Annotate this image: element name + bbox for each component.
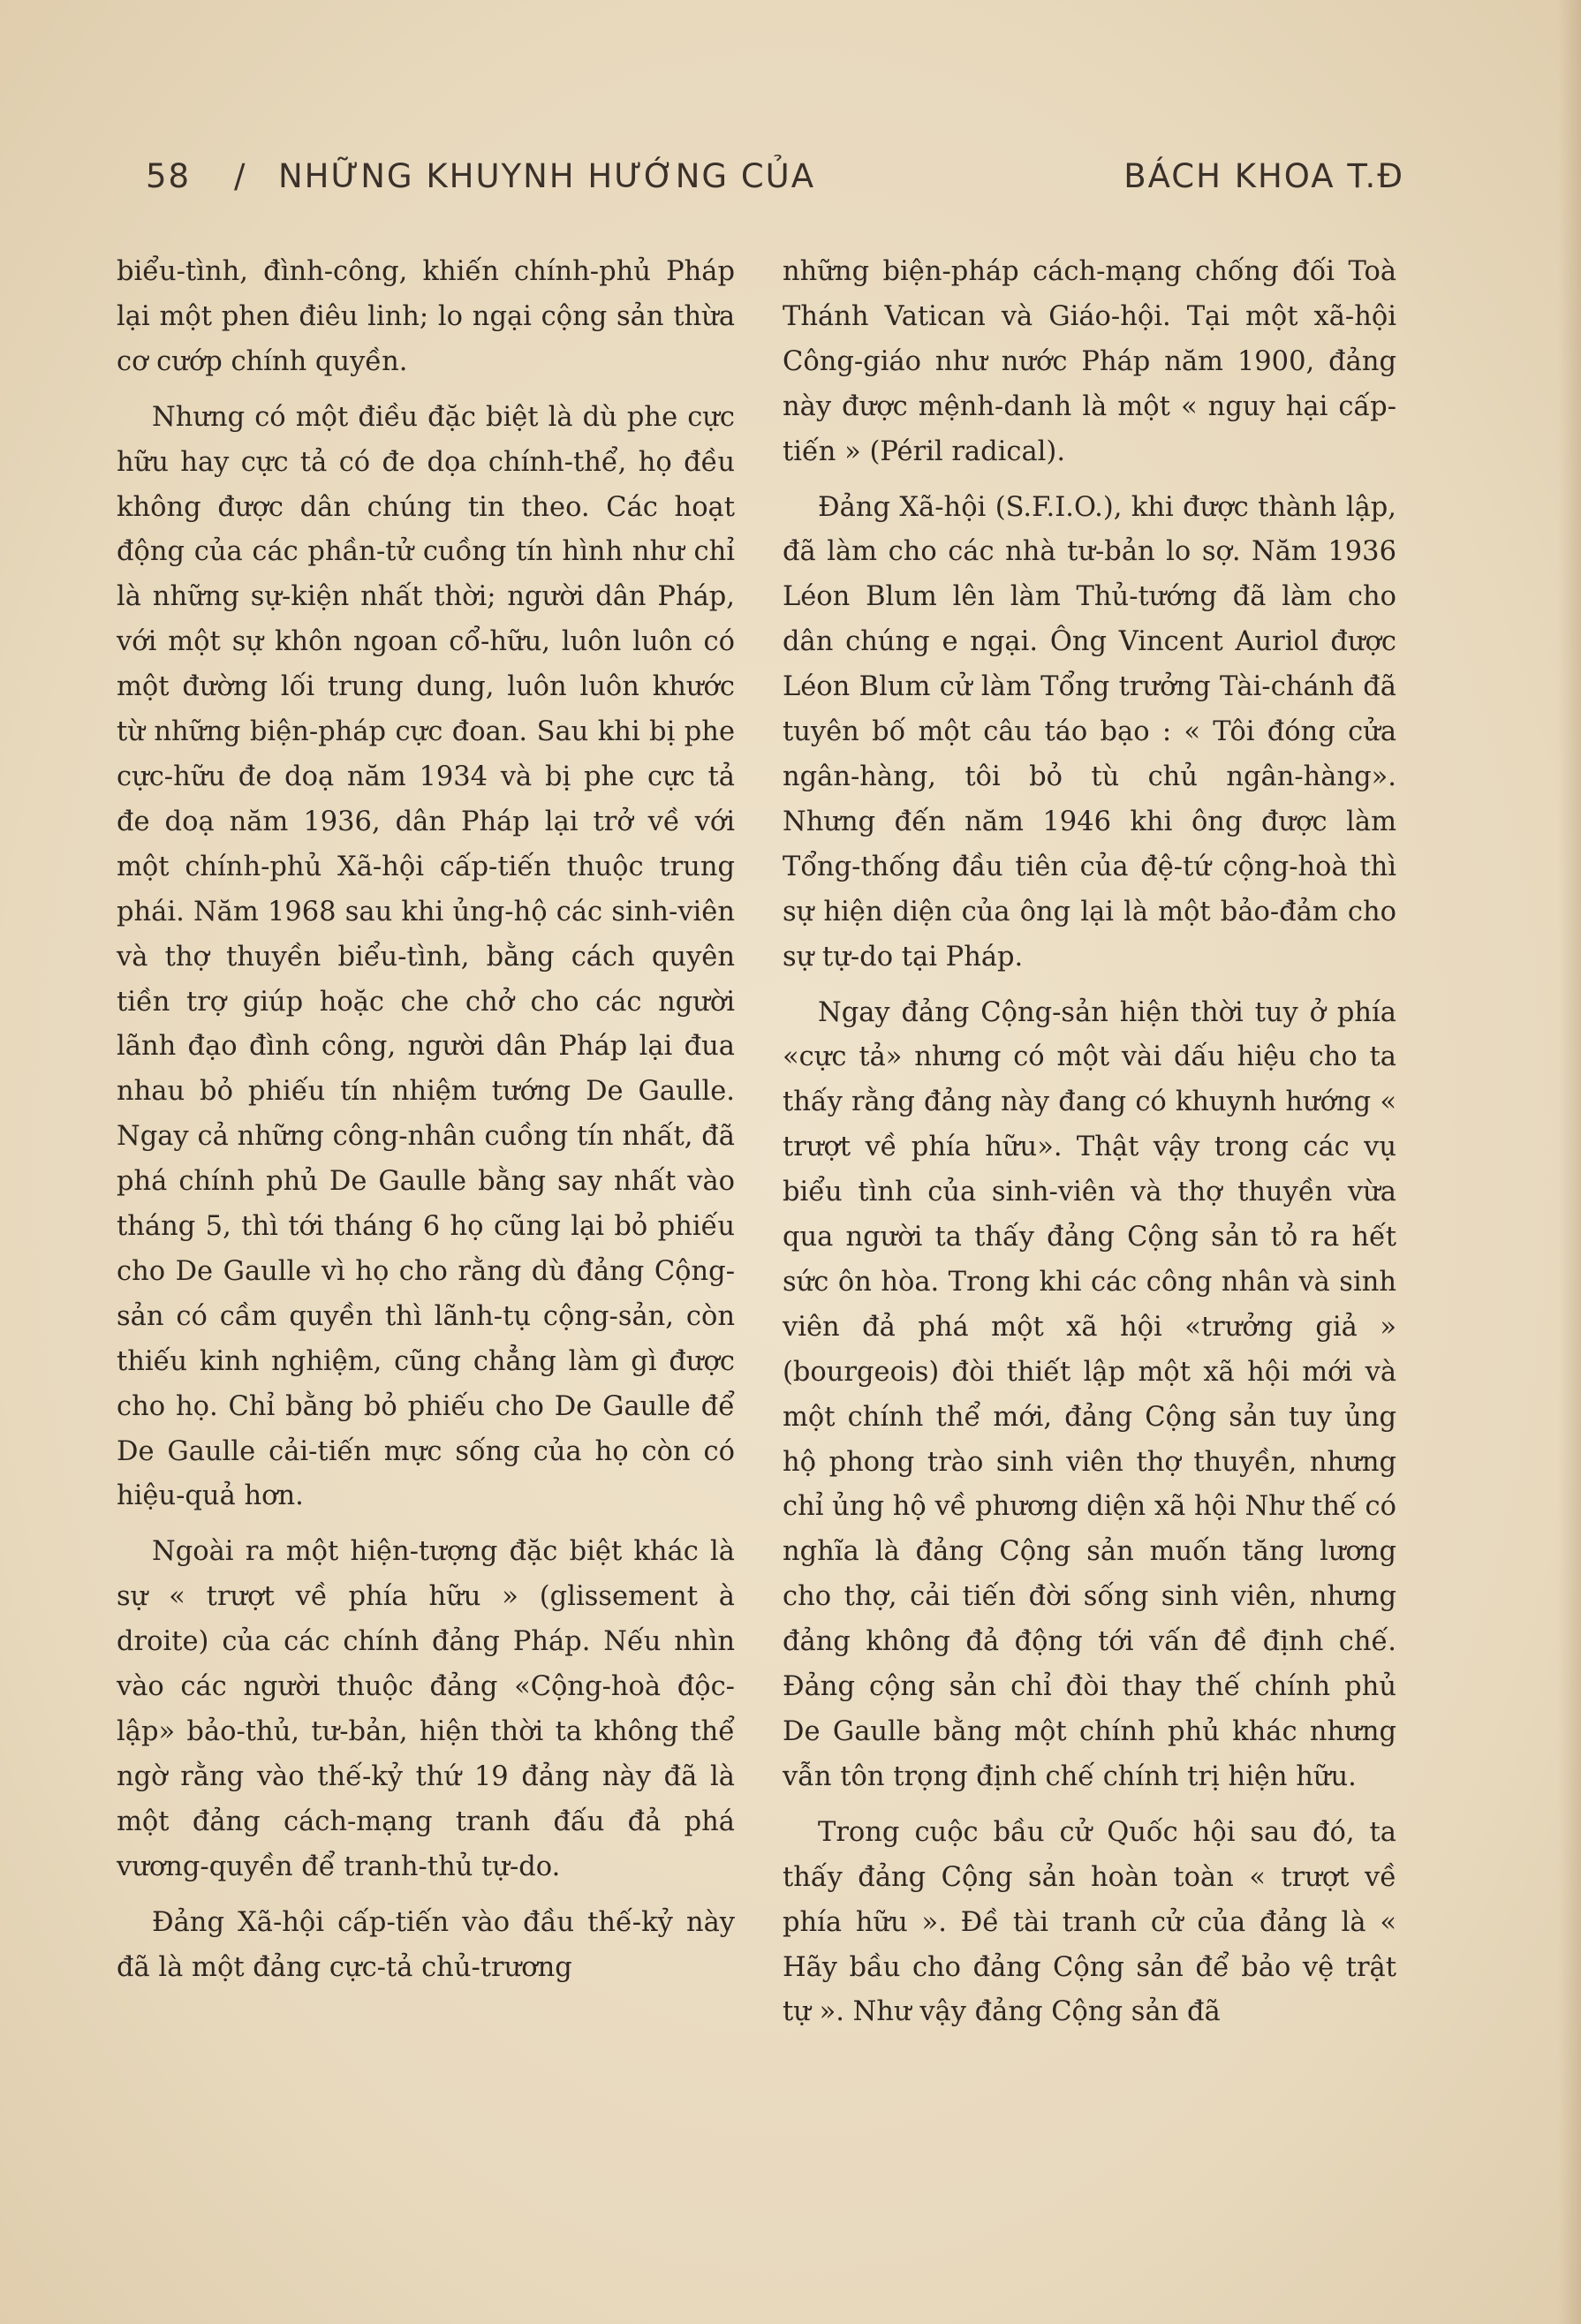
paragraph: Ngoài ra một hiện-tượng đặc biệt khác là sự « trượt về phía hữu » (glissement à droite) của các chính đảng Pháp. Nếu nhìn vào các người thuộc đảng «Cộng-hoà độc-lập» bảo-thủ, tư-bản, hiện thời ta không thể ngờ rằng vào thế-kỷ thứ 19 đảng này đã là một đảng cách-mạng tranh đấu đả phá vương-quyền để tranh-thủ tự-do. <box>117 1536 735 1882</box>
magazine-name: BÁCH KHOA T.Đ <box>1123 157 1404 195</box>
page-number: 58 <box>146 157 192 195</box>
paragraph: Đảng Xã-hội (S.F.I.O.), khi được thành lập, đã làm cho các nhà tư-bản lo sợ. Năm 1936 Léon Blum lên làm Thủ-tướng đã làm cho dân chúng e ngại. Ông Vincent Auriol được Léon Blum cử làm Tổng trưởng Tài-chánh đã tuyên bố một câu táo bạo : « Tôi đóng cửa ngân-hàng, tôi bỏ tù chủ ngân-hàng». Nhưng đến năm 1946 khi ông được làm Tổng-thống đầu tiên của đệ-tứ cộng-hoà thì sự hiện diện của ông lại là một bảo-đảm cho sự tự-do tại Pháp. <box>783 491 1396 973</box>
article-title: NHỮNG KHUYNH HƯỚNG CỦA <box>278 157 816 195</box>
paragraph: Ngay đảng Cộng-sản hiện thời tuy ở phía «cực tả» nhưng có một vài dấu hiệu cho ta thấy rằng đảng này đang có khuynh hướng « trượt về phía hữu». Thật vậy trong các vụ biểu tình của sinh-viên và thợ thuyền vừa qua người ta thấy đảng Cộng sản tỏ ra hết sức ôn hòa. Trong khi các công nhân và sinh viên đả phá một xã hội «trưởng giả » (bourgeois) đòi thiết lập một xã hội mới và một chính thể mới, đảng Cộng sản tuy ủng hộ phong trào sinh viên thợ thuyền, nhưng chỉ ủng hộ về phương diện xã hội Như thế có nghĩa là đảng Cộng sản muốn tăng lương cho thợ, cải tiến đời sống sinh viên, nhưng đảng không đả động tới vấn đề định chế. Đảng cộng sản chỉ đòi thay thế chính phủ De Gaulle bằng một chính phủ khác nhưng vẫn tôn trọng định chế chính trị hiện hữu. <box>783 996 1396 1792</box>
paragraph: biểu-tình, đình-công, khiến chính-phủ Pháp lại một phen điêu linh; lo ngại cộng sản thừa cơ cướp chính quyền. <box>117 256 735 377</box>
header-separator: / <box>234 157 247 195</box>
paragraph: những biện-pháp cách-mạng chống đối Toà Thánh Vatican và Giáo-hội. Tại một xã-hội Công-giáo như nước Pháp năm 1900, đảng này được mệnh-danh là một « nguy hại cấp-tiến » (Péril radical). <box>783 256 1396 467</box>
right-column <box>783 250 1396 2035</box>
paragraph: Đảng Xã-hội cấp-tiến vào đầu thế-kỷ này đã là một đảng cực-tả chủ-trương <box>117 1906 735 1983</box>
paragraph: Nhưng có một điều đặc biệt là dù phe cực hữu hay cực tả có đe dọa chính-thể, họ đều không được dân chúng tin theo. Các hoạt động của các phần-tử cuồng tín hình như chỉ là những sự-kiện nhất thời; người dân Pháp, với một sự khôn ngoan cổ-hữu, luôn luôn có một đường lối trung dung, luôn luôn khước từ những biện-pháp cực đoan. Sau khi bị phe cực-hữu đe doạ năm 1934 và bị phe cực tả đe doạ năm 1936, dân Pháp lại trở về với một chính-phủ Xã-hội cấp-tiến thuộc trung phái. Năm 1968 sau khi ủng-hộ các sinh-viên và thợ thuyền biểu-tình, bằng cách quyên tiền trợ giúp hoặc che chở cho các người lãnh đạo đình công, người dân Pháp lại đua nhau bỏ phiếu tín nhiệm tướng De Gaulle. Ngay cả những công-nhân cuồng tín nhất, đã phá chính phủ De Gaulle bằng say nhất vào tháng 5, thì tới tháng 6 họ cũng lại bỏ phiếu cho De Gaulle vì họ cho rằng dù đảng Cộng-sản có cầm quyền thì lãnh-tụ cộng-sản, còn thiếu kinh nghiệm, cũng chẳng làm gì được cho họ. Chỉ bằng bỏ phiếu cho De Gaulle để De Gaulle cải-tiến mực sống của họ còn có hiệu-quả hơn. <box>117 401 735 1512</box>
left-column <box>117 250 735 1990</box>
running-header <box>146 157 1404 207</box>
paragraph: Trong cuộc bầu cử Quốc hội sau đó, ta thấy đảng Cộng sản hoàn toàn « trượt về phía hữu ». Đề tài tranh cử của đảng là « Hãy bầu cho đảng Cộng sản để bảo vệ trật tự ». Như vậy đảng Cộng sản đã <box>783 1816 1396 2028</box>
page-edge-shadow <box>1558 0 1581 2324</box>
